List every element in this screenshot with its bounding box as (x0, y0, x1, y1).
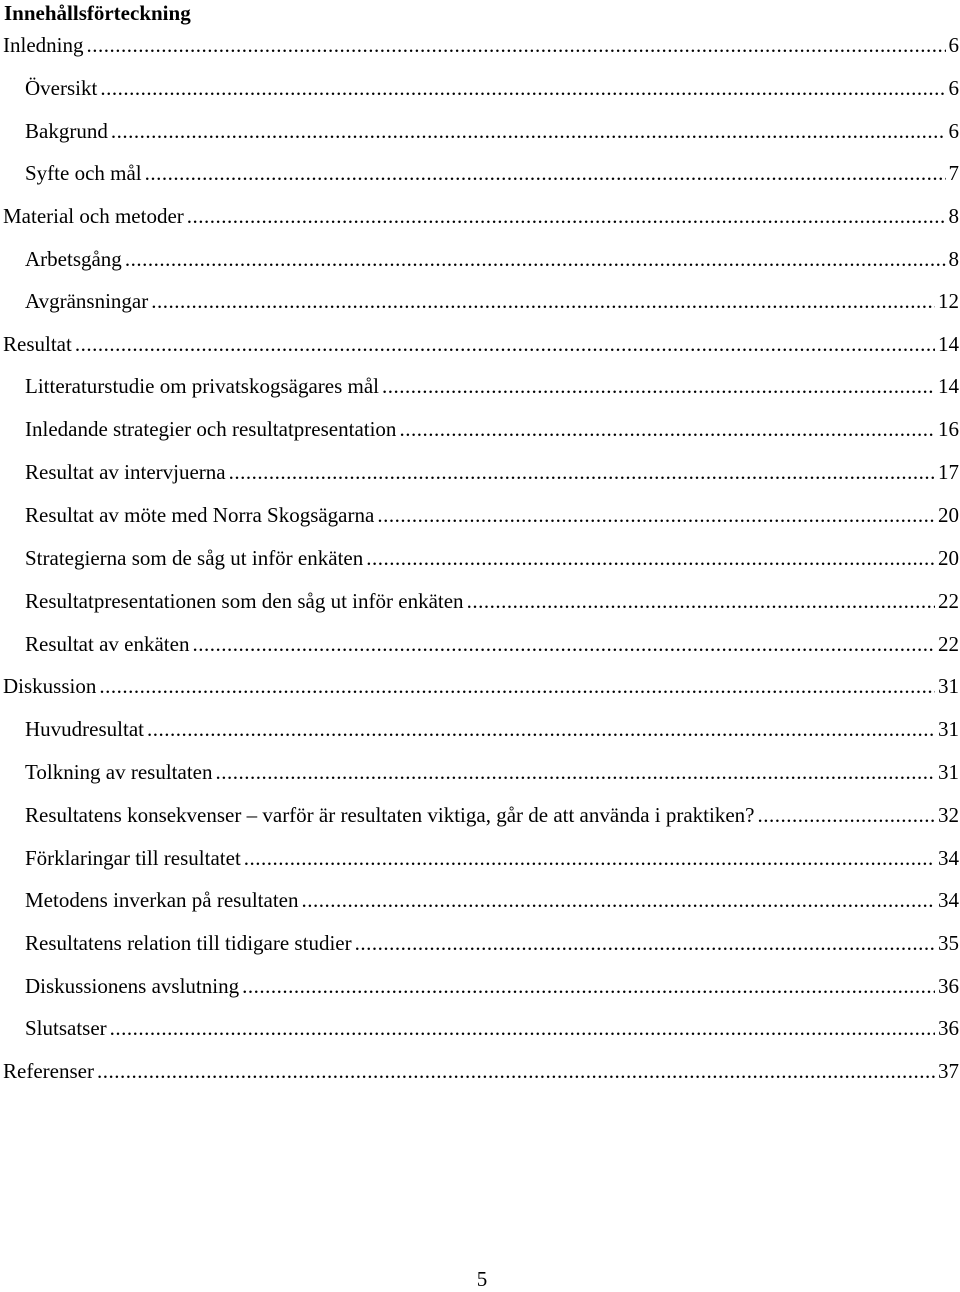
toc-dot-leader (97, 1057, 935, 1085)
toc-entry[interactable] (25, 117, 960, 145)
toc-entry-page: 6 (949, 31, 960, 59)
toc-dot-leader (366, 544, 935, 572)
toc-entry-title: Tolkning av resultaten (25, 758, 212, 786)
toc-entry-title: Diskussion (3, 672, 96, 700)
toc-entry-page: 14 (938, 372, 960, 400)
toc-entry-title: Referenser (3, 1057, 94, 1085)
toc-entry[interactable] (25, 245, 960, 273)
toc-entry-title: Resultat av enkäten (25, 630, 189, 658)
toc-entry-page: 14 (938, 330, 960, 358)
toc-entry-page: 6 (949, 74, 960, 102)
toc-entry-page: 31 (938, 715, 960, 743)
toc-entry-page: 34 (938, 844, 960, 872)
toc-dot-leader (215, 758, 935, 786)
toc-dot-leader (147, 715, 935, 743)
toc-entry-title: Arbetsgång (25, 245, 122, 273)
toc-entry-page: 37 (938, 1057, 960, 1085)
toc-entry[interactable] (25, 929, 960, 957)
toc-entry-page: 36 (938, 1014, 960, 1042)
toc-entry[interactable] (25, 886, 960, 914)
toc-entry[interactable] (3, 202, 960, 230)
toc-dot-leader (145, 159, 946, 187)
toc-entry-page: 17 (938, 458, 960, 486)
toc-entry-page: 35 (938, 929, 960, 957)
toc-dot-leader (187, 202, 946, 230)
toc-entry[interactable] (3, 31, 960, 59)
toc-dot-leader (244, 844, 935, 872)
toc-entry-page: 7 (949, 159, 960, 187)
toc-entry-page: 20 (938, 501, 960, 529)
toc-entry[interactable] (25, 715, 960, 743)
toc-entry[interactable] (25, 972, 960, 1000)
toc-entry-page: 22 (938, 587, 960, 615)
toc-entry-page: 22 (938, 630, 960, 658)
toc-entry-title: Syfte och mål (25, 159, 142, 187)
toc-entry[interactable] (25, 844, 960, 872)
toc-entry-page: 31 (938, 758, 960, 786)
toc-entry-page: 8 (949, 202, 960, 230)
toc-dot-leader (377, 501, 935, 529)
toc-entry-title: Diskussionens avslutning (25, 972, 239, 1000)
toc-entry-title: Metodens inverkan på resultaten (25, 886, 299, 914)
toc-dot-leader (382, 372, 935, 400)
toc-dot-leader (100, 74, 945, 102)
toc-entry-title: Inledning (3, 31, 83, 59)
toc-entry-page: 31 (938, 672, 960, 700)
page-number: 5 (2, 1266, 960, 1292)
toc-entry-page: 8 (949, 245, 960, 273)
toc-entry[interactable] (25, 630, 960, 658)
toc-dot-leader (229, 458, 935, 486)
toc-entry[interactable] (25, 501, 960, 529)
toc-entry-page: 32 (938, 801, 960, 829)
toc-entry-page: 12 (938, 287, 960, 315)
toc-entry-title: Översikt (25, 74, 97, 102)
toc-entry[interactable] (25, 372, 960, 400)
toc-entry-title: Bakgrund (25, 117, 108, 145)
toc-entry-title: Resultatens konsekvenser – varför är resultaten viktiga, går de att använda i praktiken? (25, 801, 754, 829)
toc-dot-leader (125, 245, 946, 273)
toc-entry[interactable] (3, 330, 960, 358)
toc-entry[interactable] (25, 544, 960, 572)
toc-dot-leader (242, 972, 935, 1000)
toc-entry[interactable] (25, 159, 960, 187)
toc-entry-title: Resultat av möte med Norra Skogsägarna (25, 501, 374, 529)
toc-entry-page: 20 (938, 544, 960, 572)
toc-dot-leader (355, 929, 935, 957)
toc-entry-title: Huvudresultat (25, 715, 144, 743)
toc-entry-title: Litteraturstudie om privatskogsägares mål (25, 372, 379, 400)
toc-dot-leader (399, 415, 935, 443)
toc-entry-title: Avgränsningar (25, 287, 148, 315)
toc-heading: Innehållsförteckning (4, 0, 191, 26)
toc-entry[interactable] (25, 415, 960, 443)
toc-entry[interactable] (25, 1014, 960, 1042)
toc-dot-leader (757, 801, 935, 829)
toc-dot-leader (467, 587, 935, 615)
toc-entry[interactable] (3, 672, 960, 700)
toc-entry-title: Resultat (3, 330, 72, 358)
toc-entry-title: Inledande strategier och resultatpresentation (25, 415, 396, 443)
toc-entry-page: 6 (949, 117, 960, 145)
toc-entry-title: Slutsatser (25, 1014, 107, 1042)
toc-entry[interactable] (25, 458, 960, 486)
toc-entry[interactable] (25, 801, 960, 829)
toc-entry-page: 34 (938, 886, 960, 914)
toc-dot-leader (99, 672, 935, 700)
toc-entry-title: Resultatens relation till tidigare studier (25, 929, 352, 957)
toc-dot-leader (302, 886, 936, 914)
toc-dot-leader (151, 287, 935, 315)
toc-entry[interactable] (25, 587, 960, 615)
toc-entry-title: Förklaringar till resultatet (25, 844, 241, 872)
toc-entry[interactable] (25, 287, 960, 315)
toc-dot-leader (86, 31, 945, 59)
toc-dot-leader (111, 117, 946, 145)
toc-entry-page: 16 (938, 415, 960, 443)
toc-entry-title: Resultat av intervjuerna (25, 458, 226, 486)
toc-entry-title: Strategierna som de såg ut inför enkäten (25, 544, 363, 572)
toc-dot-leader (110, 1014, 935, 1042)
toc-entry[interactable] (3, 1057, 960, 1085)
toc-dot-leader (75, 330, 935, 358)
toc-entry[interactable] (25, 74, 960, 102)
toc-entry-title: Material och metoder (3, 202, 184, 230)
toc-entry-title: Resultatpresentationen som den såg ut inför enkäten (25, 587, 464, 615)
toc-dot-leader (192, 630, 935, 658)
toc-entry[interactable] (25, 758, 960, 786)
toc-entry-page: 36 (938, 972, 960, 1000)
